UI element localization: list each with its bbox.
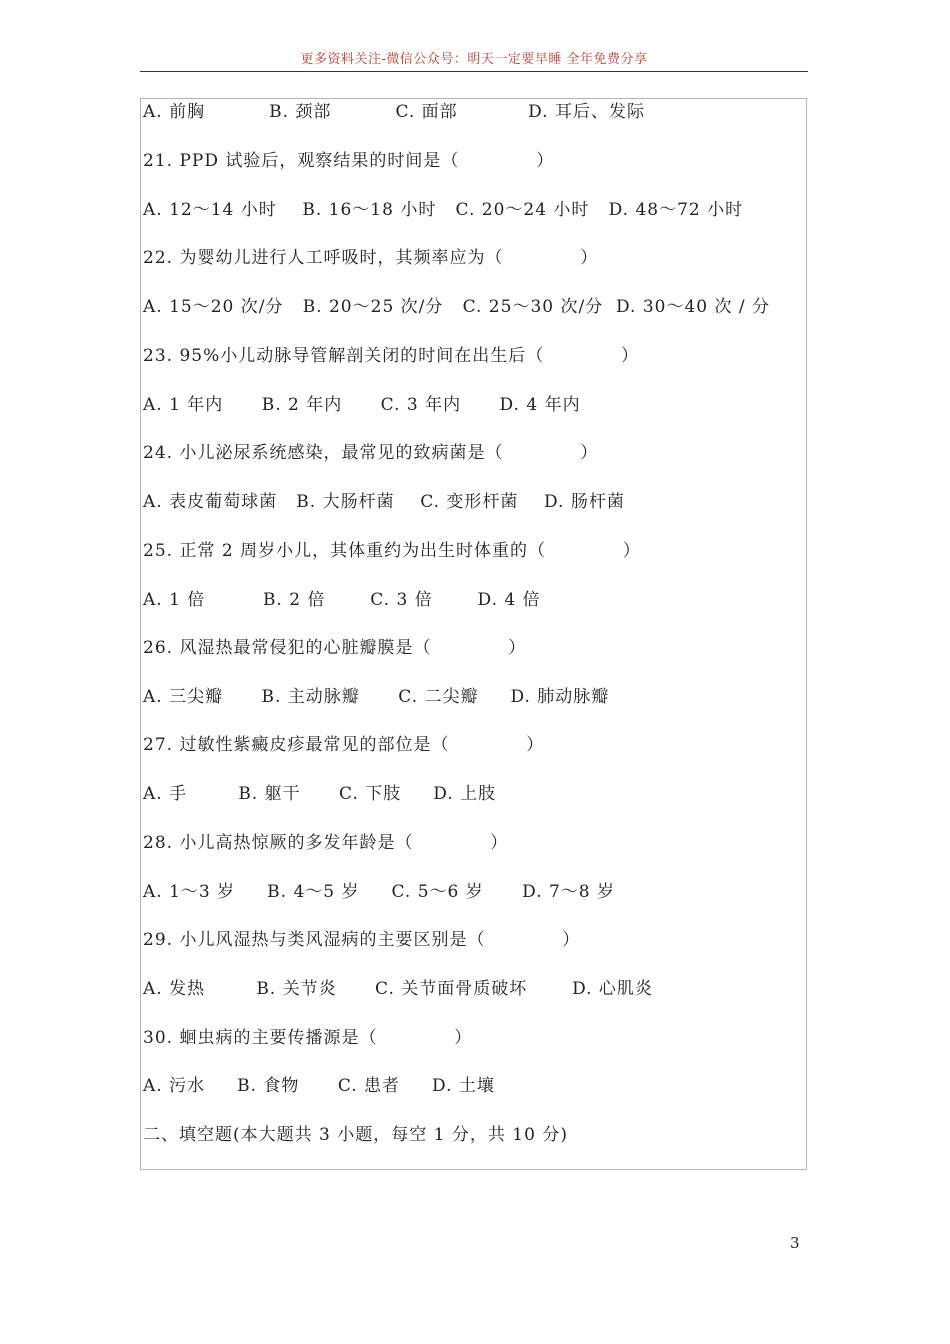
text-line: A. 1 年内 B. 2 年内 C. 3 年内 D. 4 年内 (143, 395, 581, 415)
text-line: 30. 蛔虫病的主要传播源是（ ） (143, 1028, 473, 1048)
text-line: 22. 为婴幼儿进行人工呼吸时，其频率应为（ ） (143, 248, 599, 268)
text-line: 27. 过敏性紫癜皮疹最常见的部位是（ ） (143, 735, 545, 755)
text-line: 28. 小儿高热惊厥的多发年龄是（ ） (143, 833, 509, 853)
text-line: A. 12～14 小时 B. 16～18 小时 C. 20～24 小时 D. 48～72 小时 (143, 200, 744, 220)
text-line: A. 手 B. 躯干 C. 下肢 D. 上肢 (143, 784, 497, 804)
text-line: A. 三尖瓣 B. 主动脉瓣 C. 二尖瓣 D. 肺动脉瓣 (143, 687, 610, 707)
text-line: 24. 小儿泌尿系统感染，最常见的致病菌是（ ） (143, 443, 599, 463)
text-line: A. 发热 B. 关节炎 C. 关节面骨质破坏 D. 心肌炎 (143, 979, 653, 999)
header-divider (140, 71, 808, 72)
text-line: 25. 正常 2 周岁小儿，其体重约为出生时体重的（ ） (143, 541, 641, 561)
text-line: A. 污水 B. 食物 C. 患者 D. 土壤 (143, 1076, 495, 1096)
text-line: A. 15～20 次/分 B. 20～25 次/分 C. 25～30 次/分 D. 30～40 次 / 分 (143, 297, 771, 317)
page-header: 更多资料关注-微信公众号：明天一定要早睡 全年免费分享 (300, 52, 648, 67)
page-number: 3 (790, 1234, 800, 1252)
text-line: A. 表皮葡萄球菌 B. 大肠杆菌 C. 变形杆菌 D. 肠杆菌 (143, 492, 625, 512)
text-line: A. 前胸 B. 颈部 C. 面部 D. 耳后、发际 (143, 102, 645, 122)
text-line: 26. 风湿热最常侵犯的心脏瓣膜是（ ） (143, 638, 527, 658)
text-line: 21. PPD 试验后，观察结果的时间是（ ） (143, 151, 555, 171)
text-line: A. 1～3 岁 B. 4～5 岁 C. 5～6 岁 D. 7～8 岁 (143, 882, 616, 902)
text-line: 29. 小儿风湿热与类风湿病的主要区别是（ ） (143, 930, 581, 950)
text-line: 23. 95%小儿动脉导管解剖关闭的时间在出生后（ ） (143, 346, 640, 366)
section-heading: 二、填空题(本大题共 3 小题，每空 1 分，共 10 分) (143, 1125, 568, 1145)
text-line: A. 1 倍 B. 2 倍 C. 3 倍 D. 4 倍 (143, 590, 541, 610)
